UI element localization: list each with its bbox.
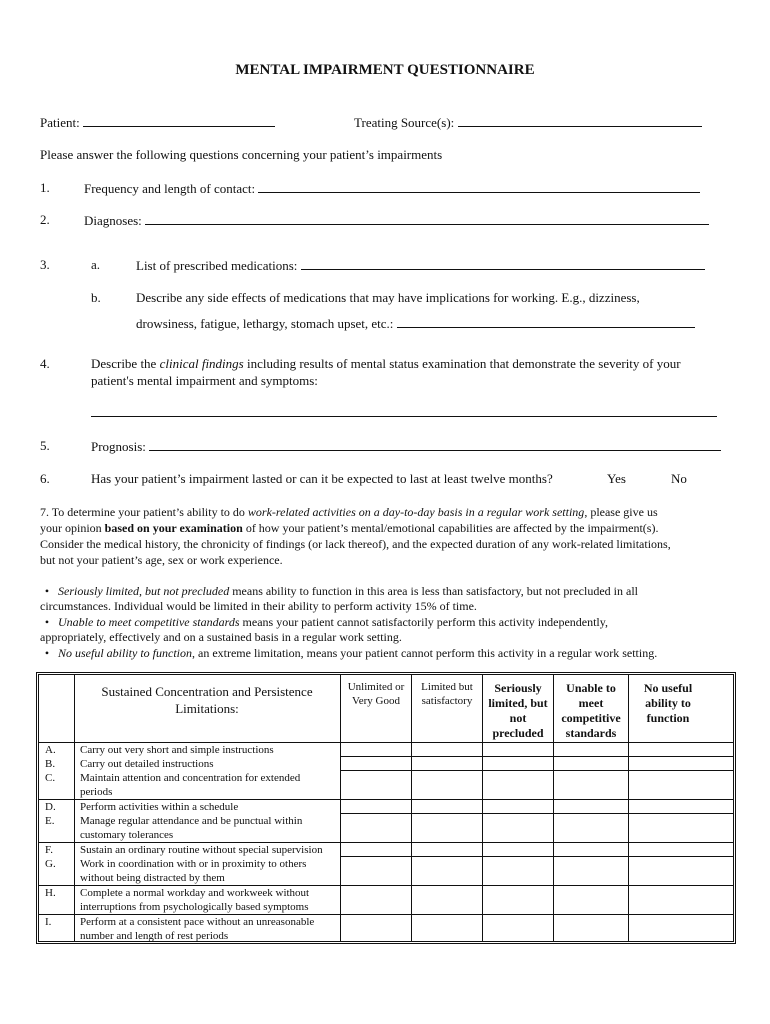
row-letter: H.: [45, 887, 56, 899]
bullet-icon: [36, 584, 58, 598]
grid-rule: [340, 914, 733, 915]
q3b-letter: b.: [91, 290, 101, 305]
q5-field[interactable]: [91, 438, 721, 455]
row-letter: F.: [45, 844, 53, 856]
grid-rule: [340, 756, 733, 757]
q3-number: 3.: [40, 257, 50, 272]
row-letter: A.: [45, 744, 56, 756]
patient-field[interactable]: [40, 114, 275, 131]
q2-line[interactable]: [145, 212, 709, 225]
table-heading: Sustained Concentration and Persistence Limitations:: [101, 684, 313, 716]
column-limited-satisfactory: Limited but satisfactory: [421, 681, 473, 707]
treating-source-line[interactable]: [458, 114, 702, 127]
definition-term: Seriously limited, but not precluded: [58, 584, 230, 598]
q4-text-post: including results of mental status examination that demonstrate the severity of your: [243, 356, 681, 371]
limitations-table: [36, 672, 736, 944]
bullet-icon: [36, 646, 58, 660]
column-unable-to-meet: Unable to meet competitive standards: [561, 681, 621, 740]
bullet-icon: [36, 615, 58, 629]
row-text: Maintain attention and concentration for extended periods: [80, 772, 301, 798]
q7-p2-a: your opinion: [40, 521, 105, 535]
q5-line[interactable]: [149, 438, 721, 451]
definition-text: means your patient cannot satisfactorily perform this activity independently,: [239, 615, 608, 629]
q7-line4: but not your patient’s age, sex or work experience.: [40, 553, 283, 567]
row-letter: B.: [45, 758, 56, 770]
q7-p1: 7. To determine your patient’s ability to do: [40, 505, 248, 519]
q7-p2-bold: based on your examination: [104, 521, 243, 535]
q5-number: 5.: [40, 438, 50, 453]
q7-p1-end: , please give us: [584, 505, 658, 519]
row-text: Carry out detailed instructions: [80, 758, 214, 770]
q7-p2-b: of how your patient’s mental/emotional capabilities are affected by the impairment(s).: [242, 521, 659, 535]
row-letter: D.: [45, 801, 56, 813]
q3a-field[interactable]: [136, 257, 705, 274]
definition-no-useful-ability: [36, 646, 657, 661]
table-divider: [411, 675, 412, 941]
table-divider: [340, 675, 341, 941]
q1-label: Frequency and length of contact:: [84, 181, 256, 196]
grid-rule: [340, 770, 733, 771]
column-no-useful-ability: No useful ability to function: [643, 681, 693, 725]
q7-line2: [40, 521, 658, 536]
column-seriously-limited: Seriously limited, but not precluded: [488, 681, 548, 740]
q1-line[interactable]: [258, 180, 700, 193]
row-letter: I.: [45, 916, 52, 928]
q3a-letter: a.: [91, 257, 101, 272]
table-divider: [628, 675, 629, 941]
page-title: MENTAL IMPAIRMENT QUESTIONNAIRE: [235, 62, 535, 78]
definition-term: No useful ability to function: [58, 646, 192, 660]
definition-seriously-limited: [36, 584, 638, 599]
grid-rule: [340, 885, 733, 886]
row-text: Complete a normal workday and workweek without interruptions from psychologically based symptoms: [80, 887, 310, 913]
definition-text: , an extreme limitation, means your patient cannot perform this activity in a regular work setting.: [192, 646, 658, 660]
q3b-text-line1: Describe any side effects of medications that may have implications for working. E.g., dizziness,: [136, 290, 640, 305]
table-divider: [553, 675, 554, 941]
q7-line3: Consider the medical history, the chronicity of findings (or lack thereof), and the expected duration of any work-related limitations,: [40, 537, 671, 551]
instruction-text: Please answer the following questions concerning your patient’s impairments: [40, 147, 443, 162]
patient-line[interactable]: [83, 114, 275, 127]
definition-text: means ability to function in this area is less than satisfactory, but not precluded in all: [229, 584, 638, 598]
row-letter: E.: [45, 815, 55, 827]
definition-continuation: appropriately, effectively and on a sustained basis in a regular work setting.: [40, 630, 402, 644]
definition-continuation: circumstances. Individual would be limited in their ability to perform activity 15% of time.: [40, 599, 477, 613]
grid-rule: [340, 813, 733, 814]
q6-number: 6.: [40, 471, 50, 486]
q2-number: 2.: [40, 212, 50, 227]
q4-text-pre: Describe the: [91, 356, 160, 371]
q6-label: Has your patient’s impairment lasted or can it be expected to last at least twelve months?: [91, 471, 553, 486]
treating-source-label: Treating Source(s):: [354, 115, 455, 130]
table-divider: [482, 675, 483, 941]
definition-unable-to-meet: [36, 615, 608, 630]
q6-no-option[interactable]: No: [671, 471, 687, 486]
q4-text-line2: patient's mental impairment and symptoms:: [91, 373, 318, 388]
column-unlimited: Unlimited or Very Good: [347, 681, 405, 707]
q3b-field[interactable]: [136, 315, 695, 332]
row-text: Carry out very short and simple instructions: [80, 744, 274, 756]
row-letter: G.: [45, 858, 56, 870]
q4-answer-line[interactable]: [91, 416, 717, 417]
q2-field[interactable]: [84, 212, 709, 229]
q3b-line[interactable]: [397, 315, 695, 328]
definition-term: Unable to meet competitive standards: [58, 615, 240, 629]
table-divider: [74, 675, 75, 941]
q4-text-emph: clinical findings: [159, 356, 244, 371]
q6-yes-option[interactable]: Yes: [607, 471, 626, 486]
q4-text-line1: [91, 356, 681, 372]
q3a-line[interactable]: [301, 257, 705, 270]
row-text: Work in coordination with or in proximity to others without being distracted by them: [80, 858, 307, 884]
q7-line1: [40, 505, 658, 520]
row-text: Sustain an ordinary routine without special supervision: [80, 844, 323, 856]
q7-p1-emph: work-related activities on a day-to-day basis in a regular work setting: [247, 505, 585, 519]
q1-number: 1.: [40, 180, 50, 195]
q5-label: Prognosis:: [91, 439, 146, 454]
grid-rule: [340, 799, 733, 800]
grid-rule: [340, 842, 733, 843]
q1-field[interactable]: [84, 180, 700, 197]
patient-label: Patient:: [40, 115, 80, 130]
row-text: Perform at a consistent pace without an unreasonable number and length of rest periods: [80, 916, 315, 942]
row-text: Perform activities within a schedule: [80, 801, 239, 813]
treating-source-field[interactable]: [354, 114, 702, 131]
row-text: Manage regular attendance and be punctual within customary tolerances: [80, 815, 303, 841]
grid-rule: [340, 856, 733, 857]
q3a-label: List of prescribed medications:: [136, 258, 298, 273]
q2-label: Diagnoses:: [84, 213, 142, 228]
q4-number: 4.: [40, 356, 50, 371]
q3b-text-line2: drowsiness, fatigue, lethargy, stomach upset, etc.:: [136, 316, 394, 331]
row-letter: C.: [45, 772, 56, 784]
